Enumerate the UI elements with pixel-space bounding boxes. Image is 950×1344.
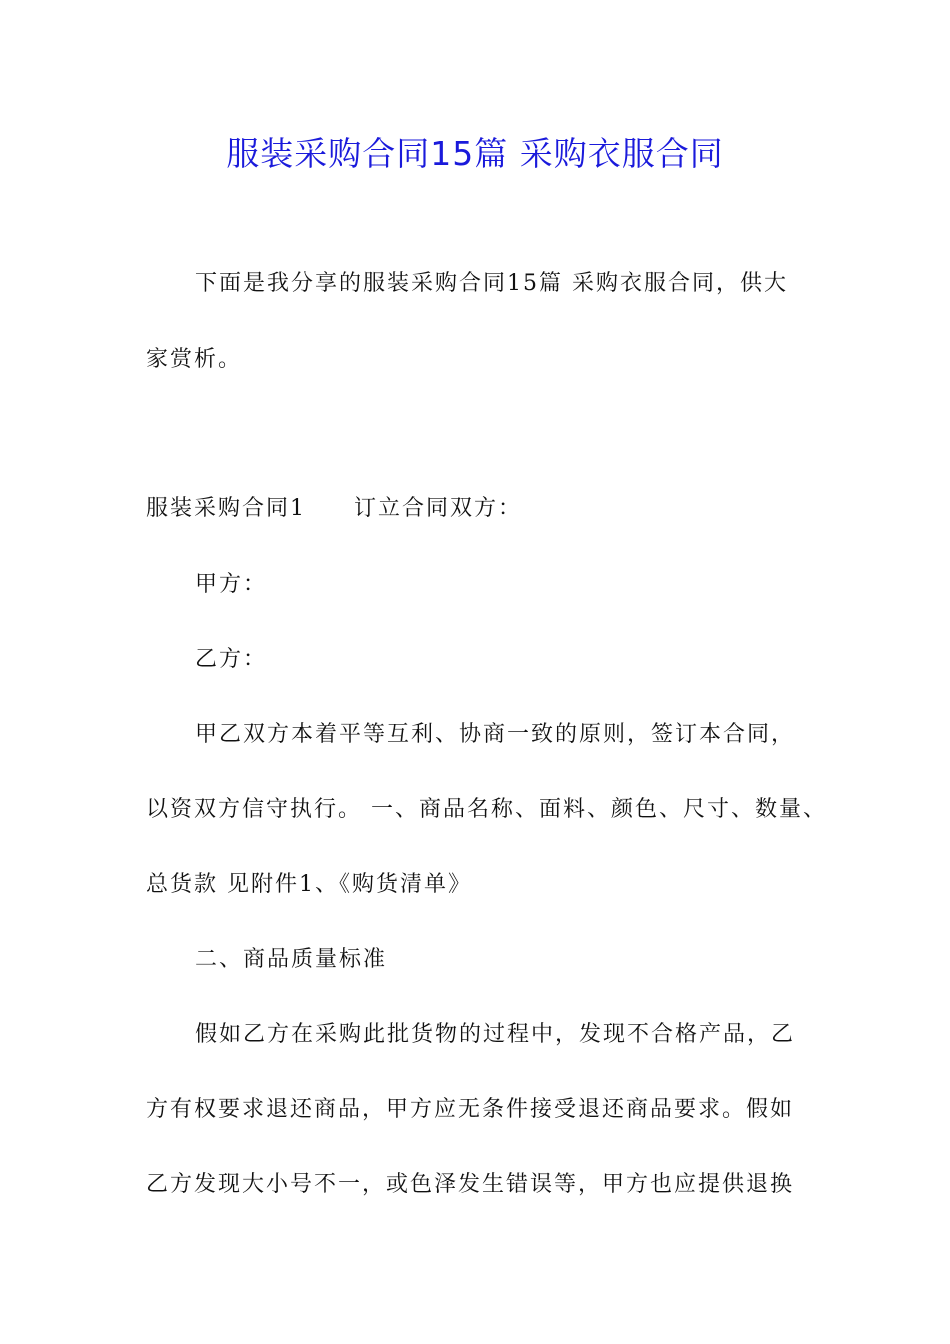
paragraph-line-2: 以资双方信守执行。 一、商品名称、面料、颜色、尺寸、数量、 xyxy=(146,797,827,822)
paragraph-line-1: 甲乙双方本着平等互利、协商一致的原则，签订本合同， xyxy=(195,722,796,747)
paragraph-line-3: 总货款 见附件1、《购货清单》 xyxy=(146,872,472,897)
contract-heading: 服装采购合同1 订立合同双方： xyxy=(146,496,522,521)
intro-line-1: 下面是我分享的服装采购合同15篇 采购衣服合同，供大 xyxy=(195,271,788,296)
paragraph-line-6: 乙方发现大小号不一，或色泽发生错误等，甲方也应提供退换 xyxy=(146,1172,795,1197)
party-b-line: 乙方： xyxy=(195,647,268,672)
section-heading-quality: 二、商品质量标准 xyxy=(195,947,388,972)
document-title: 服装采购合同15篇 采购衣服合同 xyxy=(226,134,724,173)
intro-line-2: 家赏析。 xyxy=(146,347,243,372)
paragraph-line-4: 假如乙方在采购此批货物的过程中，发现不合格产品，乙 xyxy=(195,1022,796,1047)
party-a-line: 甲方： xyxy=(195,572,268,597)
paragraph-line-5: 方有权要求退还商品，甲方应无条件接受退还商品要求。假如 xyxy=(146,1097,795,1122)
